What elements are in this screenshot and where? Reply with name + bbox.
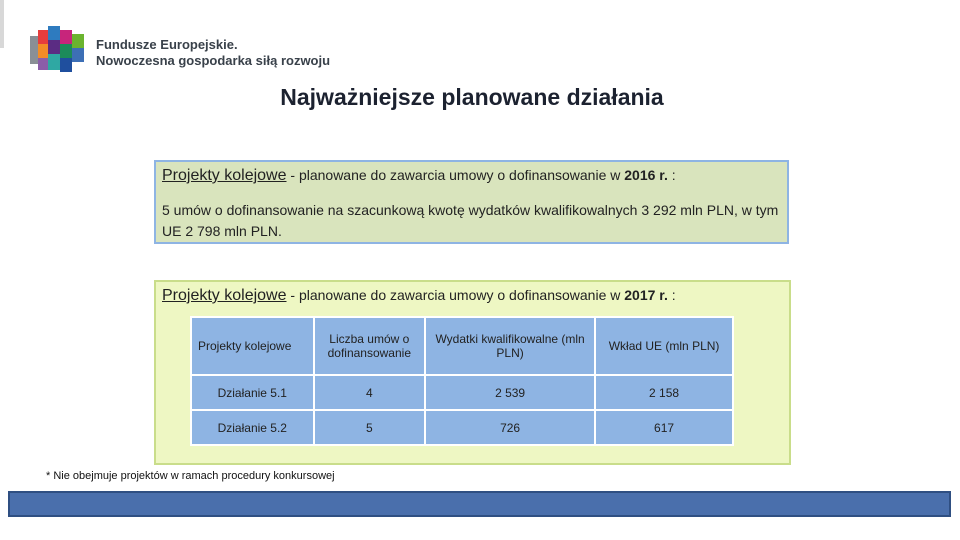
box-2017-heading: Projekty kolejowe - planowane do zawarcia umowy o dofinansowanie w 2017 r. :	[162, 287, 676, 304]
table-cell: 5	[314, 410, 425, 445]
logo-mosaic-icon	[30, 26, 86, 74]
header-cell: Wydatki kwalifikowalne (mln PLN)	[425, 317, 595, 375]
box-2016-body: 5 umów o dofinansowanie na szacunkową kwotę wydatków kwalifikowalnych 3 292 mln PLN, w tym UE 2 798 mln PLN.	[162, 202, 779, 239]
table-cell: 617	[595, 410, 733, 445]
projects-table	[190, 316, 734, 446]
box-2017-heading-link: Projekty kolejowe	[162, 287, 287, 304]
table-header-row	[191, 317, 733, 375]
table-cell: Działanie 5.2	[191, 410, 314, 445]
page-title: Najważniejsze planowane działania	[280, 84, 664, 110]
table-cell: 2 158	[595, 375, 733, 410]
table-cell: Działanie 5.1	[191, 375, 314, 410]
box-2016-heading: Projekty kolejowe - planowane do zawarcia umowy o dofinansowanie w 2016 r. :	[162, 167, 676, 184]
bottom-bar	[8, 491, 951, 517]
box-2016-heading-link: Projekty kolejowe	[162, 167, 287, 184]
table-row	[191, 375, 733, 410]
header-cell: Wkład UE (mln PLN)	[595, 317, 733, 375]
slide-edge	[0, 0, 4, 48]
table-cell: 4	[314, 375, 425, 410]
logo-line-1: Fundusze Europejskie.	[96, 37, 238, 52]
box-2016-year: 2016 r.	[624, 167, 668, 183]
table-cell: 2 539	[425, 375, 595, 410]
footnote: * Nie obejmuje projektów w ramach procedury konkursowej	[46, 470, 335, 482]
table-row	[191, 410, 733, 445]
eu-funds-logo	[30, 26, 330, 78]
box-2017-year: 2017 r.	[624, 287, 668, 303]
header-cell: Projekty kolejowe	[191, 317, 314, 375]
logo-line-2: Nowoczesna gospodarka siłą rozwoju	[96, 53, 331, 68]
box-2016	[154, 160, 789, 244]
header-cell: Liczba umów o dofinansowanie	[314, 317, 425, 375]
table-cell: 726	[425, 410, 595, 445]
